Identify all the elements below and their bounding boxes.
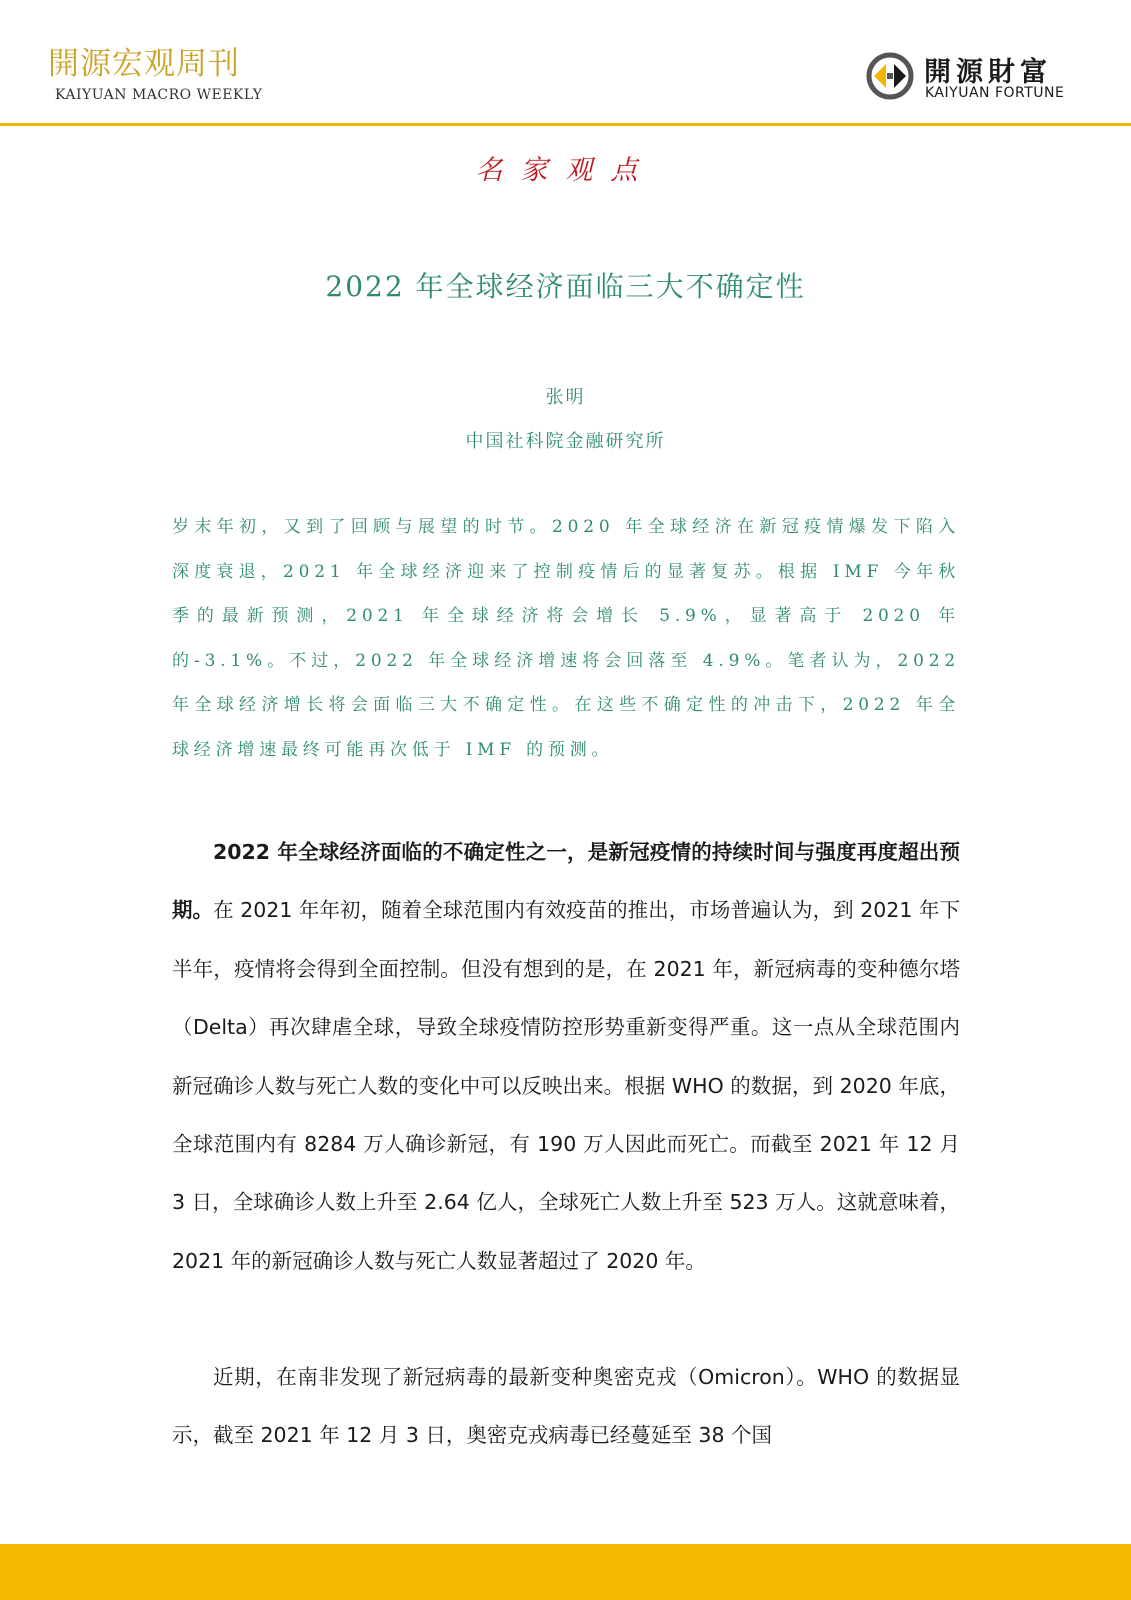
paragraph-1-text: 在 2021 年年初，随着全球范围内有效疫苗的推出，市场普遍认为，到 2021 年下半年，疫情将会得到全面控制。但没有想到的是，在 2021 年，新冠病毒的变种德尔塔（Delta）再次肆虐全球，导致全球疫情防控形势重新变得严重。这一点从全球范围内新冠确诊人数与死亡人数的变化中可以反映出来。根据 WHO 的数据，到 2020 年底，全球范围内有 8284 万人确诊新冠，有 190 万人因此而死亡。而截至 2021 年 12 月 3 日，全球确诊人数上升至 2.64 亿人，全球死亡人数上升至 523 万人。这就意味着，2021 年的新冠确诊人数与死亡人数显著超过了 2020 年。	[172, 898, 961, 1273]
body-paragraph-1	[172, 823, 960, 1290]
paragraph-1-lead: 2022 年全球经济面临的不确定性之一，是新冠疫情的持续时间与强度再度超出预期。	[172, 840, 960, 923]
kaiyuan-logo-icon	[866, 50, 918, 102]
section-title: 名家观点	[475, 155, 656, 186]
footer-bar	[0, 1544, 1131, 1600]
page-header	[0, 0, 1131, 126]
author-name: 张明	[545, 387, 586, 408]
brand-block	[866, 50, 1096, 106]
body-paragraph-2: 近期，在南非发现了新冠病毒的最新变种奥密克戎（Omicron）。WHO 的数据显示，截至 2021 年 12 月 3 日，奥密克戎病毒已经蔓延至 38 个国	[172, 1365, 960, 1448]
author-affiliation: 中国社科院金融研究所	[465, 431, 666, 452]
brand-name: 開源財富	[924, 57, 1052, 88]
publication-title: 開源宏观周刊	[48, 46, 240, 82]
header-divider	[0, 123, 1131, 126]
article-abstract: 岁末年初，又到了回顾与展望的时节。2020 年全球经济在新冠疫情爆发下陷入深度衰退，2021 年全球经济迎来了控制疫情后的显著复苏。根据 IMF 今年秋季的最新预测，2021 年全球经济将会增长 5.9%，显著高于 2020 年的-3.1%。不过，2022 年全球经济增速将会回落至 4.9%。笔者认为，2022 年全球经济增长将会面临三大不确定性。在这些不确定性的冲击下，2022 年全球经济增速最终可能再次低于 IMF 的预测。	[172, 517, 960, 760]
brand-name-english: KAIYUAN FORTUNE	[925, 85, 1065, 101]
publication-subtitle: KAIYUAN MACRO WEEKLY	[55, 87, 263, 103]
article-title: 2022 年全球经济面临三大不确定性	[325, 270, 806, 303]
